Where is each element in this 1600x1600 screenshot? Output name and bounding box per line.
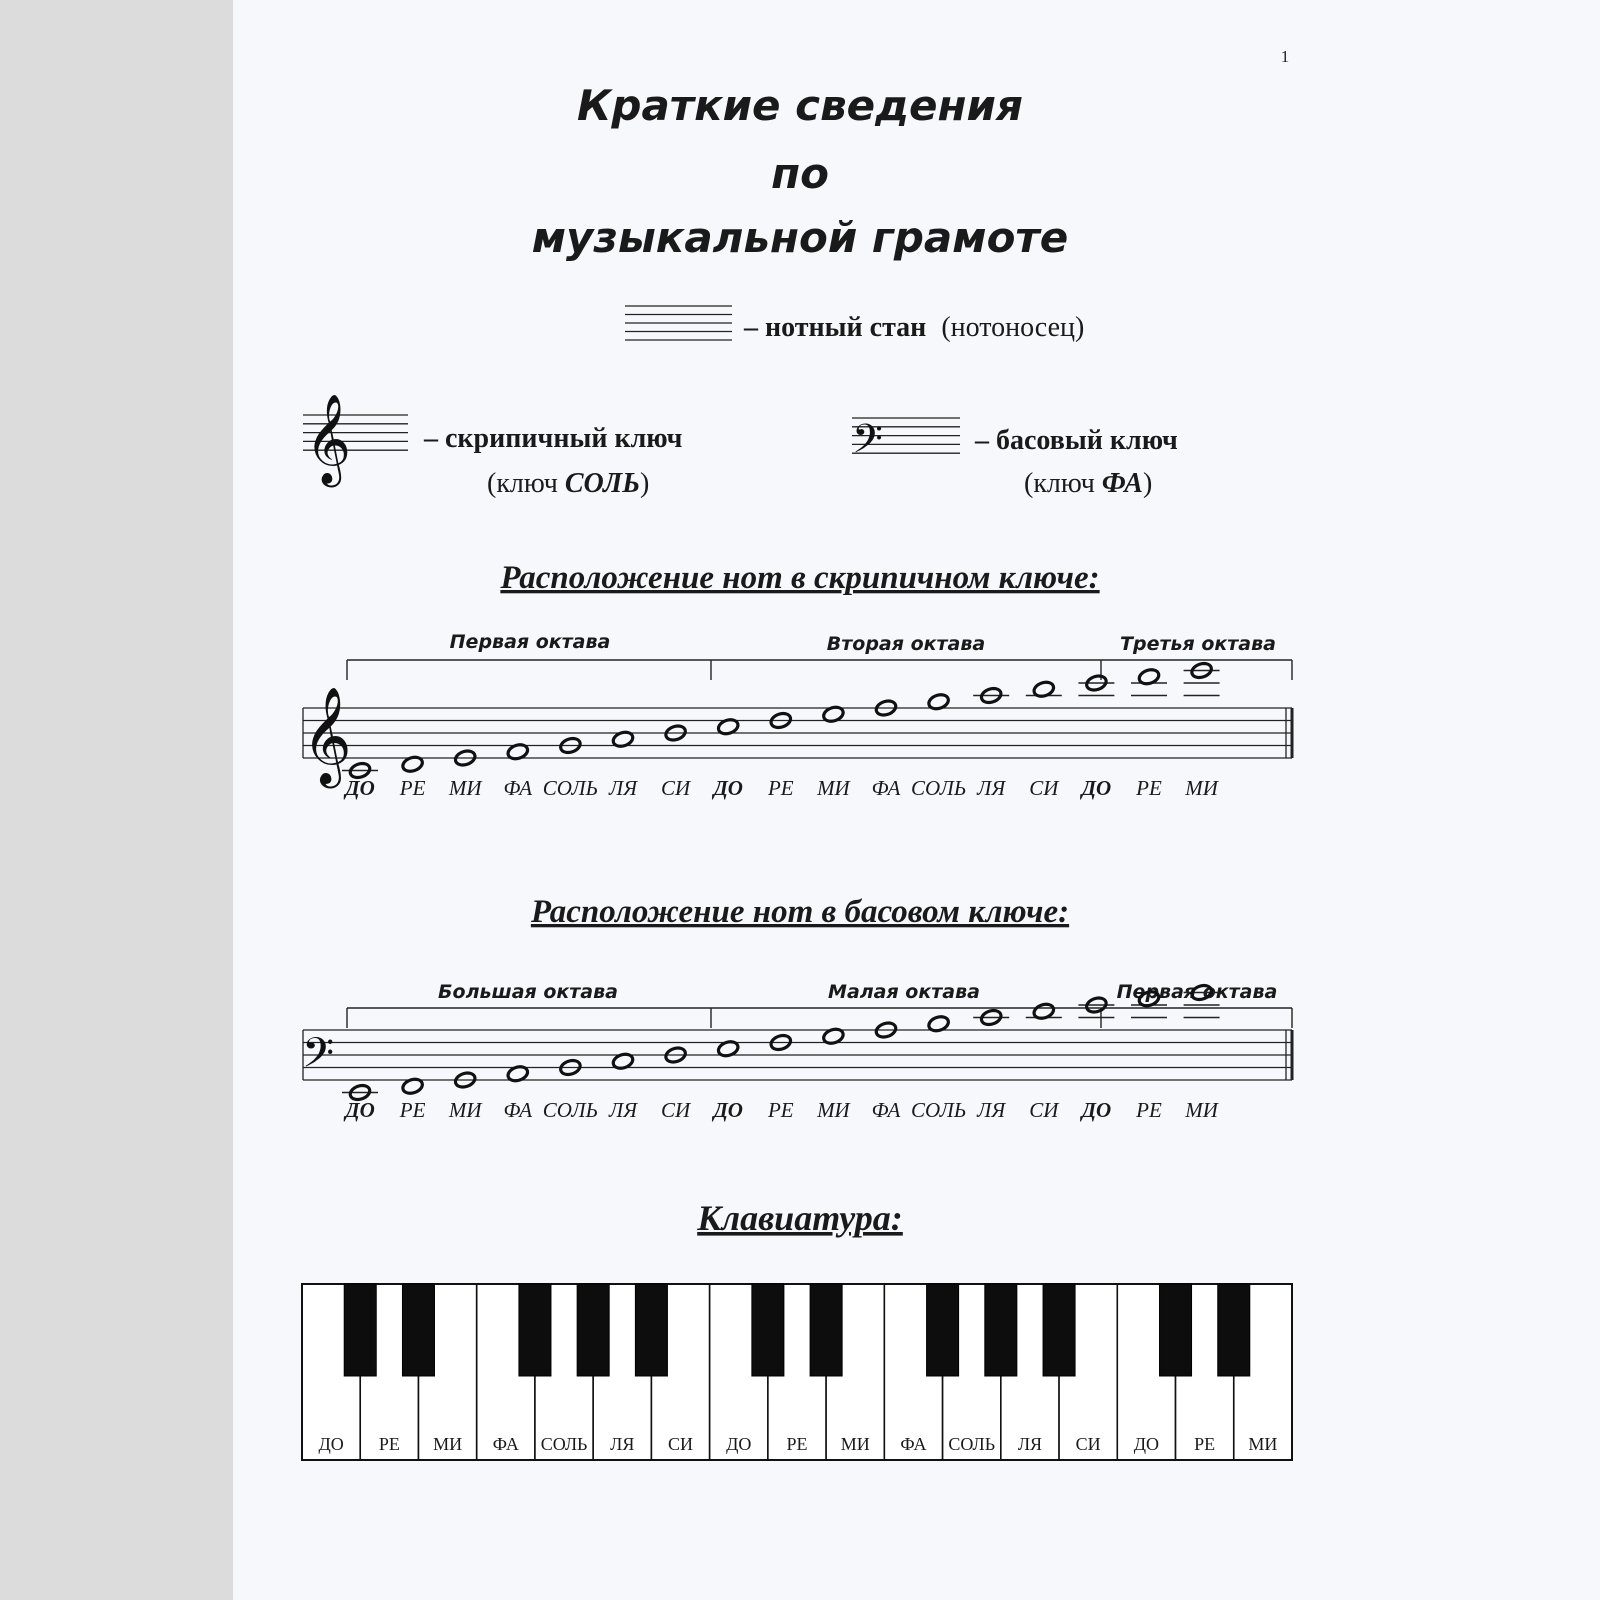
black-key: [519, 1284, 551, 1376]
black-key: [577, 1284, 609, 1376]
note-name: РЕ: [1136, 776, 1162, 800]
treble-octave-label: Первая октава: [449, 631, 611, 653]
note-name: СОЛЬ: [910, 1098, 967, 1122]
note-name: СИ: [1029, 776, 1059, 800]
white-key-label: ДО: [318, 1434, 344, 1454]
note-name: РЕ: [1136, 1098, 1162, 1122]
white-key-label: РЕ: [378, 1434, 400, 1454]
white-key-label: МИ: [840, 1434, 870, 1454]
white-key-label: ЛЯ: [1017, 1434, 1043, 1454]
keyboard-heading: Клавиатура:: [697, 1198, 903, 1238]
bass-clef-icon: 𝄢: [302, 1029, 335, 1087]
note-name: ЛЯ: [608, 1098, 638, 1122]
title-line-1: Краткие сведения: [577, 81, 1023, 130]
note-name: СОЛЬ: [910, 776, 967, 800]
treble-heading: Расположение нот в скрипичном ключе:: [500, 560, 1100, 596]
white-key-label: МИ: [433, 1434, 463, 1454]
note-name: ФА: [871, 1098, 901, 1122]
note-name: СИ: [661, 776, 691, 800]
treble-paren-close: ): [640, 468, 650, 499]
piano-keyboard: [302, 1284, 1292, 1460]
treble-clef-icon: 𝄞: [302, 686, 352, 784]
black-key: [1160, 1284, 1192, 1376]
bass-note-names: [343, 1098, 1220, 1122]
note-name: СИ: [661, 1098, 691, 1122]
note-name: СИ: [1029, 1098, 1059, 1122]
white-key-label: МИ: [1248, 1434, 1278, 1454]
white-key-label: РЕ: [1194, 1434, 1216, 1454]
black-key: [635, 1284, 667, 1376]
note-name: МИ: [448, 1098, 482, 1122]
note-name: МИ: [448, 776, 482, 800]
bass-octave-label: Большая октава: [438, 981, 618, 1003]
treble-octave-label: Третья октава: [1120, 633, 1276, 655]
bass-paren-open: (ключ: [1024, 468, 1102, 499]
treble-octave-labels: [450, 631, 1276, 655]
staff-paren: (нотоносец): [941, 312, 1085, 343]
note-name: ДО: [713, 776, 743, 800]
svg-text:– нотный стан (нотоносец: [743, 312, 1084, 343]
black-key: [752, 1284, 784, 1376]
note-name: ЛЯ: [977, 776, 1006, 800]
svg-text:(ключ ФА): [1024, 468, 1152, 499]
page-number: 1: [1280, 47, 1290, 66]
note-name: ЛЯ: [608, 776, 638, 800]
note-name: ДО: [1081, 1098, 1112, 1122]
treble-clef-icon: 𝄞: [305, 394, 352, 484]
white-key-label: СИ: [668, 1434, 694, 1454]
note-name: МИ: [1185, 776, 1218, 800]
white-key-label: СОЛЬ: [540, 1434, 588, 1454]
black-key: [927, 1284, 959, 1376]
note-name: РЕ: [399, 1098, 426, 1122]
bass-octave-label: Первая октава: [1116, 981, 1278, 1003]
note-name: МИ: [817, 776, 850, 800]
white-key-label: РЕ: [786, 1434, 808, 1454]
note-name: СОЛЬ: [542, 776, 599, 800]
svg-text:(ключ СОЛЬ): [487, 468, 649, 499]
white-key-label: ФА: [900, 1434, 927, 1454]
bass-clef-icon: 𝄢: [852, 416, 883, 472]
note-name: РЕ: [767, 1098, 794, 1122]
black-key: [1218, 1284, 1250, 1376]
bass-term: – басовый ключ: [975, 425, 1178, 456]
title-line-2: по: [771, 149, 829, 198]
note-name: РЕ: [767, 776, 794, 800]
treble-paren-name: СОЛЬ: [564, 468, 640, 499]
treble-paren-open: (ключ: [487, 468, 565, 499]
white-key-label: ДО: [726, 1434, 752, 1454]
black-key: [344, 1284, 376, 1376]
white-key-label: СИ: [1075, 1434, 1101, 1454]
white-key-label: ДО: [1133, 1434, 1160, 1454]
white-key-label: ФА: [492, 1434, 519, 1454]
bass-octave-label: Малая октава: [828, 981, 980, 1003]
note-name: ФА: [503, 776, 533, 800]
bass-heading: Расположение нот в басовом ключе:: [530, 894, 1070, 930]
black-key: [985, 1284, 1017, 1376]
note-name: ДО: [345, 776, 375, 800]
note-name: ФА: [503, 1098, 533, 1122]
black-key: [402, 1284, 434, 1376]
note-name: СОЛЬ: [542, 1098, 599, 1122]
treble-term: – скрипичный ключ: [424, 423, 683, 454]
note-name: ДО: [1081, 776, 1112, 800]
white-key-label: СОЛЬ: [948, 1434, 996, 1454]
white-key-label: ЛЯ: [610, 1434, 635, 1454]
black-key: [1043, 1284, 1075, 1376]
title-line-3: музыкальной грамоте: [531, 213, 1069, 262]
note-name: ДО: [345, 1098, 375, 1122]
treble-note-names: [343, 776, 1220, 800]
staff-term: – нотный стан: [744, 312, 927, 343]
note-name: МИ: [1185, 1098, 1218, 1122]
note-name: ФА: [871, 776, 901, 800]
bass-paren-close: ): [1142, 468, 1153, 499]
note-name: РЕ: [399, 776, 426, 800]
bass-paren-name: ФА: [1101, 468, 1143, 499]
black-key: [810, 1284, 842, 1376]
note-name: ЛЯ: [977, 1098, 1006, 1122]
treble-octave-label: Вторая октава: [826, 633, 986, 655]
note-name: МИ: [817, 1098, 850, 1122]
note-name: ДО: [713, 1098, 743, 1122]
